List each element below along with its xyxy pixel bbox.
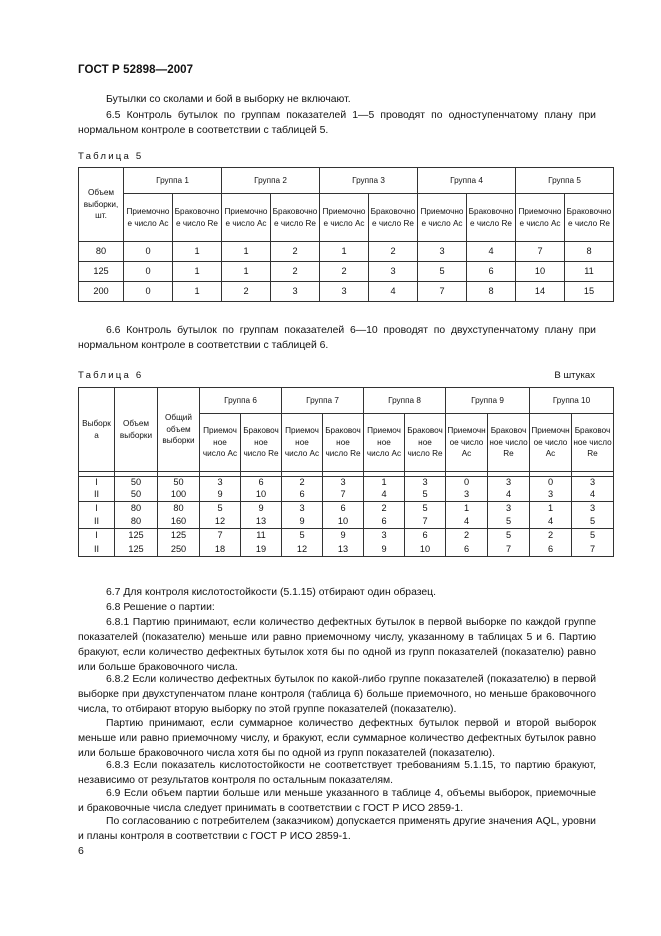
table-cell: 3 (446, 489, 488, 502)
t6-header-stage: Выборка (79, 388, 115, 472)
table-5 (78, 167, 614, 302)
table-cell: 100 (158, 489, 200, 502)
table-cell: 9 (241, 502, 282, 515)
paragraph-6-9 (78, 786, 596, 816)
table-cell: 0 (124, 242, 173, 262)
document-header: ГОСТ Р 52898—2007 (78, 64, 194, 76)
paragraph-6-6 (78, 323, 596, 353)
table-cell: 125 (115, 529, 158, 543)
table-cell: 2 (364, 502, 405, 515)
table-cell: 2 (282, 477, 323, 489)
table-cell: 4 (488, 489, 530, 502)
t6-accept-header: Приемочное число Ac (530, 414, 572, 472)
table-cell: 3 (418, 242, 467, 262)
table-cell: 2 (320, 262, 369, 282)
table-cell: 18 (200, 543, 241, 557)
table-cell: 5 (488, 515, 530, 529)
table-cell: 7 (418, 282, 467, 302)
table-cell: 0 (124, 282, 173, 302)
t5-header-sample-size: Объем выборки, шт. (79, 168, 124, 242)
table-cell: 2 (271, 262, 320, 282)
table-cell: 10 (405, 543, 446, 557)
paragraph-6-9-cont-text: По согласованию с потребителем (заказчиком) допускается применять другие значения AQL, уровни и планы контроля в соответствии с ГОСТ Р ИСО 2859-1. (78, 816, 596, 842)
paragraph-6-8-1-text: 6.8.1 Партию принимают, если количество дефектных бутылок в первой выборке по каждой группе показателей (показателю) меньше или равно приемочному числу, указанному в таблицах 5 и 6. Партию бракуют, если количество дефектных бутылок хотя бы по одной из групп показателей (показателю) равно или больше браковочного числа. (78, 617, 596, 673)
table-cell: 3 (282, 502, 323, 515)
table-cell: 7 (200, 529, 241, 543)
table-row (79, 262, 614, 282)
table-cell: 3 (364, 529, 405, 543)
table-cell: 0 (124, 262, 173, 282)
table-cell: 5 (488, 529, 530, 543)
paragraph-6-8-2-text: 6.8.2 Если количество дефектных бутылок по какой-либо группе показателей (показателю) в первой выборке при двухступенчатом плане контроля (таблица 6) больше приемочного, но меньше браковочного числа, то отбирают вторую выборку по этой группе показателей (показателю). (78, 674, 596, 715)
table-cell: 6 (446, 543, 488, 557)
table-cell: 6 (467, 262, 516, 282)
t6-header-sample-size: Объем выборки (115, 388, 158, 472)
table-cell: 80 (158, 502, 200, 515)
table-cell: 80 (115, 515, 158, 529)
t6-accept-header: Приемочное число Ac (282, 414, 323, 472)
table-cell: 12 (200, 515, 241, 529)
table-cell: 200 (79, 282, 124, 302)
table-cell: 1 (320, 242, 369, 262)
table-cell: 4 (467, 242, 516, 262)
table-cell: 3 (405, 477, 446, 489)
table-cell: 9 (200, 489, 241, 502)
table-cell: 4 (369, 282, 418, 302)
t6-group-header: Группа 9 (446, 388, 530, 414)
table-cell: 7 (488, 543, 530, 557)
table-cell: 80 (115, 502, 158, 515)
paragraph-6-7-text: 6.7 Для контроля кислотостойкости (5.1.15) отбирают один образец. (106, 587, 436, 598)
table-cell: I (79, 477, 115, 489)
table6-caption: Таблица 6 (78, 370, 144, 381)
table-cell: 4 (446, 515, 488, 529)
paragraph-6-9-text: 6.9 Если объем партии больше или меньше указанного в таблице 4, объемы выборок, приемочные и браковочные числа следует принимать в соответствии с ГОСТ Р ИСО 2859-1. (78, 788, 596, 814)
t5-group-header: Группа 2 (222, 168, 320, 194)
table-cell: 6 (282, 489, 323, 502)
table-cell: 10 (241, 489, 282, 502)
t6-reject-header: Браковочное число Re (323, 414, 364, 472)
table-cell: 10 (323, 515, 364, 529)
table-cell: 9 (323, 529, 364, 543)
t6-accept-header: Приемочное число Ac (200, 414, 241, 472)
table-cell: 1 (364, 477, 405, 489)
table-cell: 9 (364, 543, 405, 557)
table-cell: 0 (530, 477, 572, 489)
table-cell: 3 (488, 477, 530, 489)
table-cell: I (79, 529, 115, 543)
table-cell: II (79, 543, 115, 557)
paragraph-6-8-text: 6.8 Решение о партии: (106, 602, 215, 613)
table-cell: 10 (516, 262, 565, 282)
t5-group-header: Группа 1 (124, 168, 222, 194)
table-cell: 3 (488, 502, 530, 515)
t5-reject-header: Браковочное число Re (565, 194, 614, 242)
paragraph-6-8-2-cont-text: Партию принимают, если суммарное количество дефектных бутылок первой и второй выборок меньше или равно приемочному числу, и бракуют, если суммарное количество дефектных бутылок равно или больше браковочного числа хотя бы по одной из групп показателей (показателю). (78, 718, 596, 759)
t6-header-total-size: Общий объем выборки (158, 388, 200, 472)
table-cell: 9 (282, 515, 323, 529)
t6-group-header: Группа 7 (282, 388, 364, 414)
table-cell: 8 (467, 282, 516, 302)
table-cell: 125 (115, 543, 158, 557)
table-cell: 15 (565, 282, 614, 302)
table-cell: 13 (241, 515, 282, 529)
paragraph-6-9-cont (78, 814, 596, 844)
t6-reject-header: Браковочное число Re (572, 414, 614, 472)
table-cell: I (79, 502, 115, 515)
t5-accept-header: Приемочное число Ac (418, 194, 467, 242)
table-cell: 3 (369, 262, 418, 282)
paragraph-6-8-1 (78, 615, 596, 675)
table-cell: 6 (364, 515, 405, 529)
table-cell: 12 (282, 543, 323, 557)
table-cell: 6 (323, 502, 364, 515)
table-cell: 3 (323, 477, 364, 489)
table-cell: II (79, 489, 115, 502)
table-cell: 3 (320, 282, 369, 302)
t6-group-header: Группа 10 (530, 388, 614, 414)
table-cell: 11 (241, 529, 282, 543)
table-cell: 7 (572, 543, 614, 557)
table-cell: 160 (158, 515, 200, 529)
table-cell: 50 (115, 489, 158, 502)
table-cell: 13 (323, 543, 364, 557)
table-cell: 14 (516, 282, 565, 302)
t5-accept-header: Приемочное число Ac (222, 194, 271, 242)
table-cell: 8 (565, 242, 614, 262)
table-cell: 5 (405, 502, 446, 515)
page-number: 6 (78, 845, 84, 857)
table-cell: 1 (530, 502, 572, 515)
paragraph-6-7 (78, 585, 596, 600)
t6-reject-header: Браковочное число Re (405, 414, 446, 472)
table-cell: 6 (241, 477, 282, 489)
table-cell: 5 (282, 529, 323, 543)
paragraph-6-8-3 (78, 758, 596, 788)
t6-group-header: Группа 8 (364, 388, 446, 414)
table-cell: 1 (173, 262, 222, 282)
table-cell: 3 (271, 282, 320, 302)
t5-group-header: Группа 3 (320, 168, 418, 194)
table-cell: 125 (79, 262, 124, 282)
paragraph-6-8-3-text: 6.8.3 Если показатель кислотостойкости не соответствует требованиям 5.1.15, то партию бракуют, независимо от результатов контроля по остальным показателям. (78, 760, 596, 786)
table-cell: 5 (572, 515, 614, 529)
table-row (79, 515, 614, 529)
table-cell: 7 (323, 489, 364, 502)
table-cell: 2 (530, 529, 572, 543)
table-cell: 1 (222, 262, 271, 282)
paragraph-6-8-2-cont (78, 716, 596, 761)
table-cell: 7 (405, 515, 446, 529)
table-cell: 1 (446, 502, 488, 515)
table-cell: 5 (418, 262, 467, 282)
t5-group-header: Группа 4 (418, 168, 516, 194)
table-cell: 1 (173, 282, 222, 302)
t6-accept-header: Приемочное число Ac (446, 414, 488, 472)
table-cell: 1 (222, 242, 271, 262)
table-cell: 0 (446, 477, 488, 489)
paragraph-6-5 (78, 108, 596, 138)
paragraph-intro-text: Бутылки со сколами и бой в выборку не включают. (106, 94, 351, 105)
table-cell: 19 (241, 543, 282, 557)
t5-reject-header: Браковочное число Re (467, 194, 516, 242)
table-cell: 50 (158, 477, 200, 489)
t5-reject-header: Браковочное число Re (271, 194, 320, 242)
paragraph-intro (78, 92, 596, 107)
table6-unit: В штуках (554, 370, 595, 381)
table-cell: 250 (158, 543, 200, 557)
table-6 (78, 387, 614, 557)
table5-caption: Таблица 5 (78, 151, 144, 162)
table-cell: 2 (446, 529, 488, 543)
t5-reject-header: Браковочное число Re (173, 194, 222, 242)
paragraph-6-8-2 (78, 672, 596, 717)
t5-accept-header: Приемочное число Ac (516, 194, 565, 242)
table-cell: 125 (158, 529, 200, 543)
table-cell: 2 (369, 242, 418, 262)
table-cell: 3 (572, 477, 614, 489)
table-cell: 50 (115, 477, 158, 489)
t6-reject-header: Браковочное число Re (241, 414, 282, 472)
t5-accept-header: Приемочное число Ac (320, 194, 369, 242)
table-row (79, 502, 614, 515)
table-cell: II (79, 515, 115, 529)
t5-group-header: Группа 5 (516, 168, 614, 194)
table-cell: 2 (222, 282, 271, 302)
table-cell: 4 (572, 489, 614, 502)
paragraph-6-8 (78, 600, 596, 615)
paragraph-6-5-text: 6.5 Контроль бутылок по группам показателей 1—5 проводят по одноступенчатому плану при нормальном контроле в соответствии с таблицей 5. (78, 110, 596, 136)
table-cell: 11 (565, 262, 614, 282)
table-cell: 6 (530, 543, 572, 557)
table-cell: 5 (200, 502, 241, 515)
table-cell: 1 (173, 242, 222, 262)
table-row (79, 529, 614, 543)
t6-reject-header: Браковочное число Re (488, 414, 530, 472)
table-cell: 4 (364, 489, 405, 502)
table-row (79, 489, 614, 502)
table-cell: 2 (271, 242, 320, 262)
table-cell: 6 (405, 529, 446, 543)
table-cell: 5 (572, 529, 614, 543)
t5-accept-header: Приемочное число Ac (124, 194, 173, 242)
table-row (79, 242, 614, 262)
table-cell: 5 (405, 489, 446, 502)
table-row (79, 543, 614, 557)
t6-accept-header: Приемочное число Ac (364, 414, 405, 472)
table-row (79, 282, 614, 302)
table-row (79, 477, 614, 489)
t5-reject-header: Браковочное число Re (369, 194, 418, 242)
table-cell: 3 (200, 477, 241, 489)
paragraph-6-6-text: 6.6 Контроль бутылок по группам показателей 6—10 проводят по двухступенчатому плану при нормальном контроле в соответствии с таблицей 6. (78, 325, 596, 351)
table-cell: 3 (572, 502, 614, 515)
table-cell: 3 (530, 489, 572, 502)
table-cell: 7 (516, 242, 565, 262)
table-cell: 4 (530, 515, 572, 529)
t6-group-header: Группа 6 (200, 388, 282, 414)
table-cell: 80 (79, 242, 124, 262)
